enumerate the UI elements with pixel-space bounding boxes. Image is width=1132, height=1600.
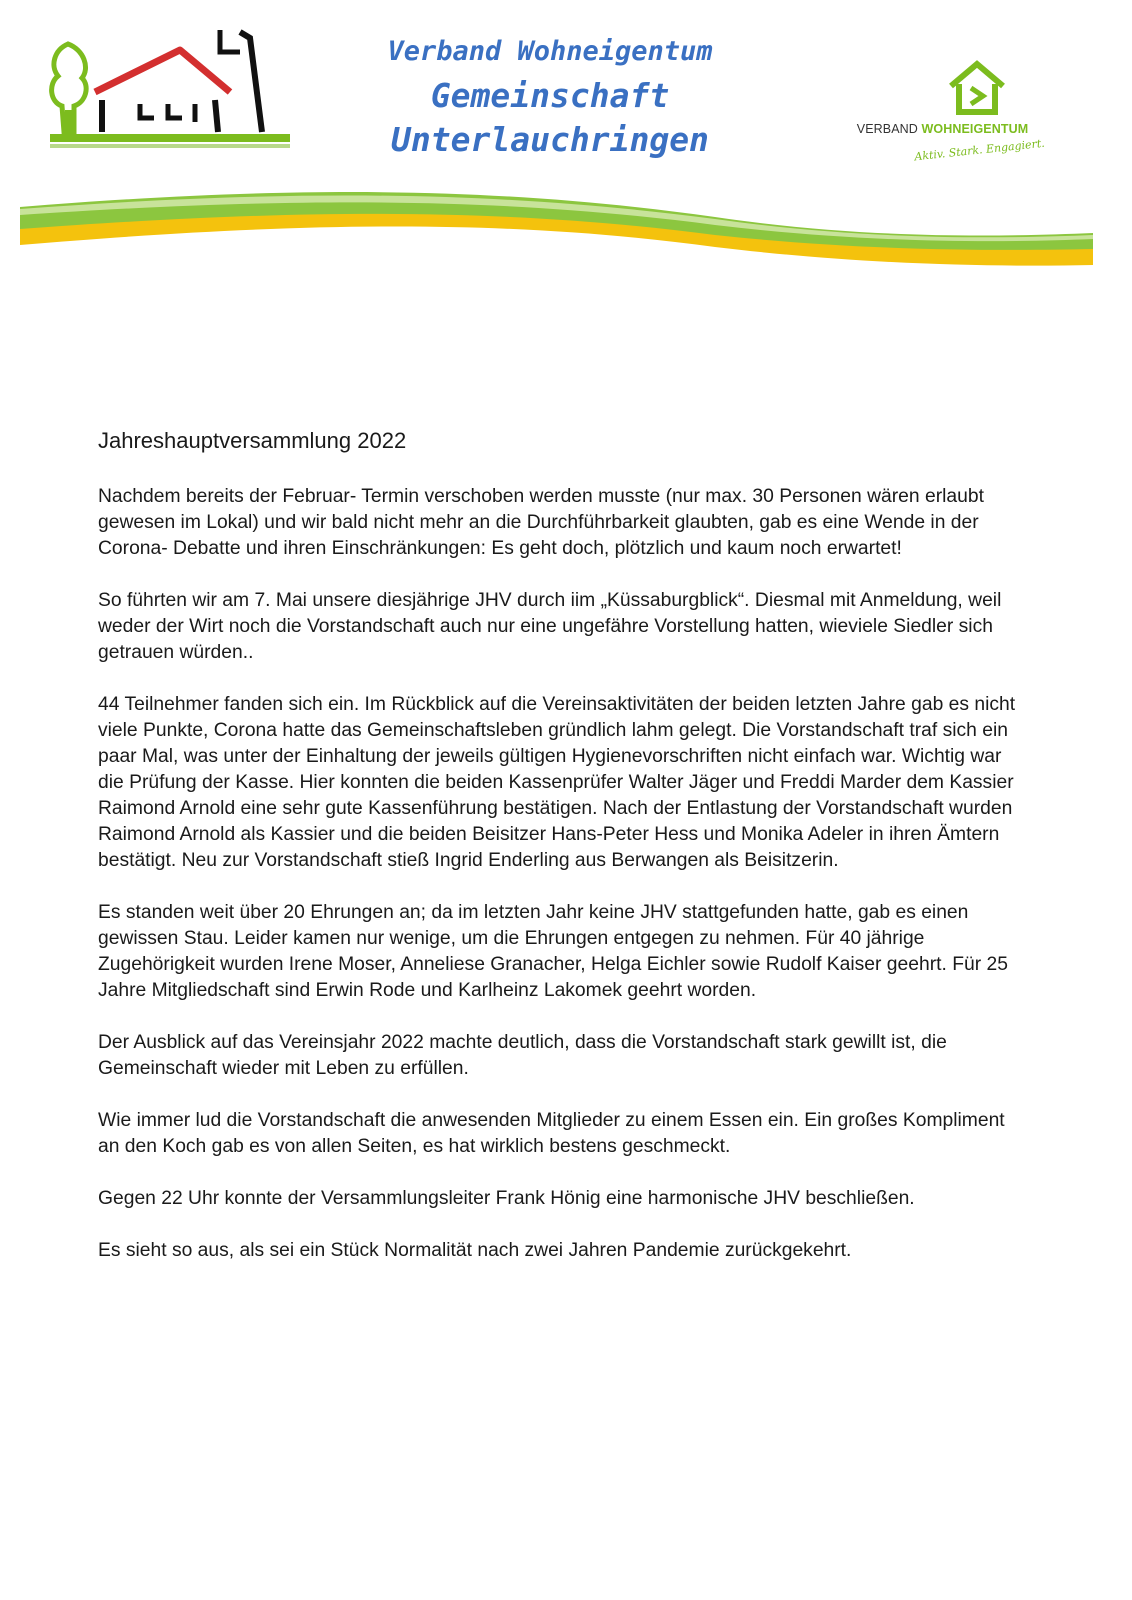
brand-word-verband: VERBAND <box>856 122 918 136</box>
article-paragraph: Wie immer lud die Vorstandschaft die anwesenden Mitglieder zu einem Essen ein. Ein großes Kompliment an den Koch gab es von allen Seiten, es hat wirklich bestens geschmeckt. <box>98 1110 1005 1157</box>
article-paragraph: 44 Teilnehmer fanden sich ein. Im Rückblick auf die Vereinsaktivitäten der beiden letzten Jahre gab es nicht viele Punkte, Corona hatte das Gemeinschaftsleben gründlich lahm gelegt. Die Vorstandschaft traf sich ein paar Mal, was unter der Einhaltung der jeweils gültigen Hygienevorschriften nicht einfach war. Wichtig war die Prüfung der Kasse. Hier konnten die beiden Kassenprüfer Walter Jäger und Freddi Marder dem Kassier Raimond Arnold eine sehr gute Kassenführung bestätigen. Nach der Entlastung der Vorstandschaft wurden Raimond Arnold als Kassier und die beiden Beisitzer Hans-Peter Hess und Monika Adeler in ihren Ämtern bestätigt. Neu zur Vorstandschaft stieß Ingrid Enderling aus Berwangen als Beisitzerin. <box>98 694 1016 871</box>
article-title: Jahreshauptversammlung 2022 <box>98 428 407 453</box>
club-name-heading <box>300 30 800 162</box>
article-paragraph: So führten wir am 7. Mai unsere diesjährige JHV durch iim „Küssaburgblick“. Diesmal mit Anmeldung, weil weder der Wirt noch die Vorstandschaft auch nur eine ungefähre Vorstellung hatten, wieviele Siedler sich getrauen würden.. <box>98 590 1002 663</box>
article-paragraph: Gegen 22 Uhr konnte der Versammlungsleiter Frank Hönig eine harmonische JHV beschließen. <box>98 1188 915 1209</box>
brand-word-wohneigentum: WOHNEIGENTUM <box>921 122 1029 136</box>
article-paragraph: Der Ausblick auf das Vereinsjahr 2022 machte deutlich, dass die Vorstandschaft stark gewillt ist, die Gemeinschaft wieder mit Leben zu erfüllen. <box>98 1032 947 1079</box>
article-body <box>98 424 1018 1290</box>
club-name-line2: Gemeinschaft <box>430 76 670 115</box>
verband-wohneigentum-logo <box>835 58 1050 173</box>
club-name-line3: Unterlauchringen <box>391 120 709 159</box>
header-swoosh-divider <box>15 185 1095 285</box>
article-paragraph: Es sieht so aus, als sei ein Stück Normalität nach zwei Jahren Pandemie zurückgekehrt. <box>98 1240 852 1261</box>
club-name-line1: Verband Wohneigentum <box>387 36 713 67</box>
brand-wordmark <box>835 122 1050 136</box>
green-house-icon <box>945 58 1009 118</box>
house-tree-logo-icon <box>40 22 295 157</box>
article-paragraph: Nachdem bereits der Februar- Termin verschoben werden musste (nur max. 30 Personen wären erlaubt gewesen im Lokal) und wir bald nicht mehr an die Durchführbarkeit glaubten, gab es eine Wende in der Corona- Debatte und ihren Einschränkungen: Es geht doch, plötzlich und kaum noch erwartet! <box>98 486 984 559</box>
brand-slogan: Aktiv. Stark. Engagiert. <box>913 136 1046 164</box>
article-paragraph: Es standen weit über 20 Ehrungen an; da im letzten Jahr keine JHV stattgefunden hatte, gab es einen gewissen Stau. Leider kamen nur wenige, um die Ehrungen entgegen zu nehmen. Für 40 jährige Zugehörigkeit wurden Irene Moser, Anneliese Granacher, Helga Eichler sowie Rudolf Kaiser geehrt. Für 25 Jahre Mitgliedschaft sind Erwin Rode und Karlheinz Lakomek geehrt worden. <box>98 902 1008 1001</box>
